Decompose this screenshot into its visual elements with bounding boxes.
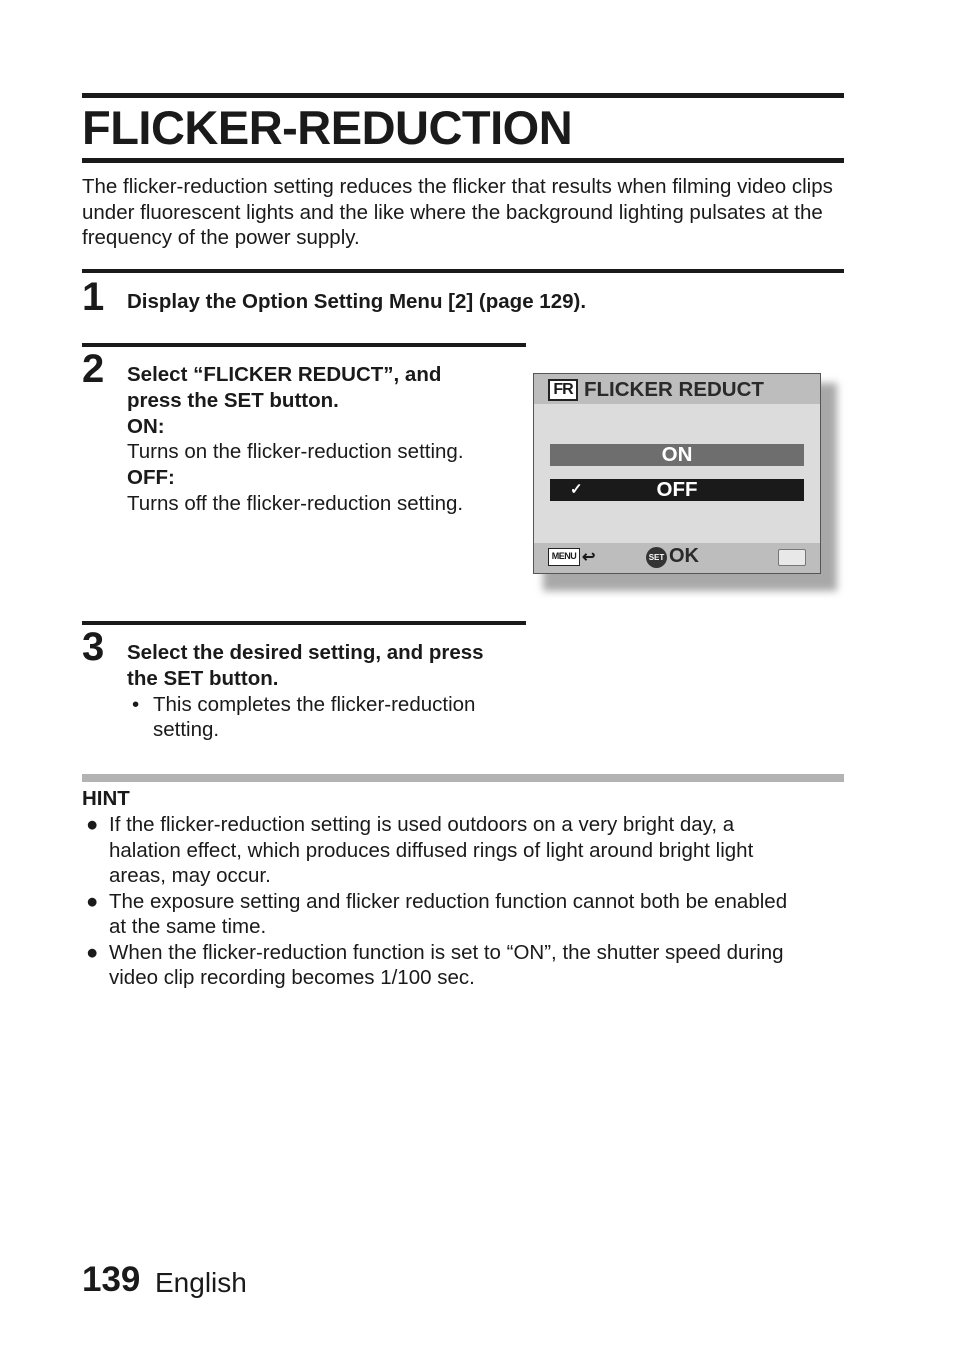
hint-bullet: ●	[86, 813, 99, 836]
step3-bullet-mark: •	[132, 692, 140, 716]
step3-bullet-line1: This completes the flicker-reduction	[153, 692, 476, 716]
step3-rule	[82, 621, 526, 625]
step3-bullet	[127, 692, 547, 744]
step2-off-text: Turns off the flicker-reduction setting.	[127, 491, 464, 515]
screen-footer	[534, 543, 820, 573]
step3-body	[127, 640, 547, 743]
check-icon: ✓	[570, 481, 583, 498]
hint-line: halation effect, which produces diffused rings of light around bright light	[109, 838, 754, 862]
return-icon: ↩	[582, 549, 596, 566]
battery-icon	[778, 549, 806, 566]
option-off[interactable]	[550, 479, 804, 501]
hint-item-text	[109, 940, 784, 991]
step3-heading-line2: the SET button.	[127, 666, 279, 690]
title-bottom-rule	[82, 158, 844, 163]
step3-heading-line1: Select the desired setting, and press	[127, 641, 484, 664]
intro-paragraph: The flicker-reduction setting reduces the flicker that results when filming video clips under fluorescent lights and the like where the background lighting pulsates at the frequency of the power supply.	[82, 175, 833, 249]
menu-icon: MENU	[548, 548, 580, 566]
ok-label: OK	[669, 545, 699, 567]
step2-off-label: OFF:	[127, 466, 175, 490]
hint-item	[82, 940, 852, 991]
camera-screen	[533, 373, 821, 574]
hint-line: When the flicker-reduction function is set to “ON”, the shutter speed during	[109, 940, 784, 964]
option-on-label: ON	[661, 443, 693, 466]
hint-bullet: ●	[86, 889, 99, 913]
hint-list	[82, 812, 852, 991]
hint-item	[82, 812, 852, 889]
step1-rule	[82, 269, 844, 273]
hint-line: The exposure setting and flicker reduction function cannot both be enabled	[109, 889, 788, 913]
step2-number: 2	[82, 347, 105, 391]
hint-line: If the flicker-reduction setting is used outdoors on a very bright day, a	[109, 813, 735, 836]
step2-heading-line2: press the SET button.	[127, 388, 339, 412]
fr-icon: FR	[548, 379, 578, 401]
hint-bullet: ●	[86, 940, 99, 964]
page-language: English	[155, 1267, 247, 1298]
page-title: FLICKER-REDUCTION	[82, 101, 573, 154]
screen-header	[534, 374, 820, 404]
step2-on-label: ON:	[127, 414, 165, 438]
set-icon: SET	[646, 547, 667, 568]
step2-heading-line1: Select “FLICKER REDUCT”, and	[127, 363, 442, 386]
step1-body	[127, 289, 586, 315]
hint-line: video clip recording becomes 1/100 sec.	[109, 966, 475, 989]
screen-title: FLICKER REDUCT	[584, 378, 764, 401]
step3-bullet-text	[153, 692, 475, 744]
step2-rule	[82, 343, 526, 347]
hint-item	[82, 889, 852, 940]
hint-item-text	[109, 889, 787, 940]
page-number: 139	[82, 1260, 141, 1299]
step3-number: 3	[82, 625, 105, 669]
hint-line: at the same time.	[109, 915, 267, 938]
step1-text: Display the Option Setting Menu [2] (page 129).	[127, 290, 587, 313]
hint-line: areas, may occur.	[109, 864, 271, 887]
title-top-rule	[82, 93, 844, 98]
hint-divider	[82, 774, 844, 782]
option-on[interactable]	[550, 444, 804, 466]
step3-bullet-line2: setting.	[153, 718, 220, 742]
step1-number: 1	[82, 275, 105, 319]
hint-item-text	[109, 812, 753, 889]
hint-title: HINT	[82, 787, 130, 810]
option-off-label: OFF	[656, 478, 698, 501]
step2-body	[127, 362, 527, 517]
step2-on-text: Turns on the flicker-reduction setting.	[127, 440, 464, 464]
